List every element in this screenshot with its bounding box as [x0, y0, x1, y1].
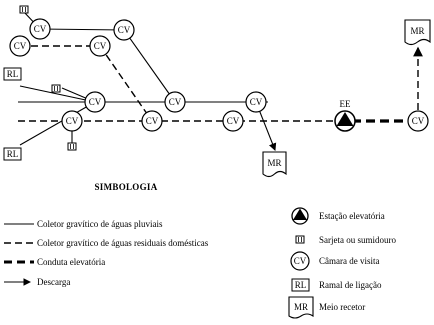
legend-discharge-label: Descarga	[37, 277, 71, 287]
legend-pressure-label: Conduta elevatória	[37, 257, 106, 267]
svg-text:CV: CV	[13, 41, 27, 51]
svg-text:CV: CV	[226, 116, 240, 126]
residual-pipe	[100, 46, 152, 121]
manhole-cv	[62, 111, 82, 131]
svg-text:CV: CV	[117, 25, 131, 35]
legend-gully-icon	[296, 236, 304, 243]
manhole-cv	[165, 92, 185, 112]
ee-label: EE	[339, 99, 351, 109]
svg-text:CV: CV	[93, 41, 107, 51]
receiving-body-lower	[263, 152, 286, 177]
manhole-cv	[90, 36, 110, 56]
manhole-cv	[85, 92, 105, 112]
legend-gully-label: Sarjeta ou sumidouro	[319, 235, 396, 245]
svg-text:CV: CV	[293, 256, 307, 266]
receiving-body-upper	[405, 20, 430, 45]
legend-title: SIMBOLOGIA	[94, 182, 158, 192]
manhole-cv	[246, 92, 266, 112]
manhole-cv	[10, 36, 30, 56]
svg-text:CV: CV	[411, 116, 425, 126]
manhole-cv	[142, 111, 162, 131]
manholes	[10, 19, 428, 131]
legend-rl-label: Ramal de ligação	[319, 280, 382, 290]
rl-label: RL	[6, 149, 19, 159]
svg-text:CV: CV	[145, 116, 159, 126]
svg-text:RL: RL	[294, 280, 307, 290]
svg-text:CV: CV	[168, 97, 182, 107]
gully-icon	[52, 85, 60, 92]
legend-pumping-station-label: Estação elevatória	[319, 211, 385, 221]
pluvial-pipe	[20, 102, 95, 145]
manhole-cv	[223, 111, 243, 131]
legend-manhole-label: Câmara de visita	[319, 256, 380, 266]
legend-residual-label: Coletor gravítico de águas residuais domésticas	[37, 238, 209, 248]
svg-text:CV: CV	[33, 24, 47, 34]
svg-text:MR: MR	[267, 158, 282, 168]
manhole-cv	[30, 19, 50, 39]
svg-text:CV: CV	[65, 116, 79, 126]
legend-pluvial-label: Coletor gravítico de águas pluviais	[37, 219, 163, 229]
svg-text:MR: MR	[293, 302, 309, 312]
svg-text:CV: CV	[88, 97, 102, 107]
svg-text:CV: CV	[249, 97, 263, 107]
gully-icon	[68, 143, 76, 150]
manhole-cv	[408, 111, 428, 131]
legend	[4, 182, 396, 318]
legend-receiving-body-label: Meio recetor	[319, 302, 366, 312]
manhole-cv	[114, 20, 134, 40]
pumping-station	[335, 99, 355, 131]
svg-text:MR: MR	[410, 26, 425, 36]
rl-label: RL	[6, 69, 19, 79]
pluvial-pipe	[40, 29, 124, 30]
gully-icon	[20, 6, 28, 13]
service-connections	[4, 68, 21, 160]
